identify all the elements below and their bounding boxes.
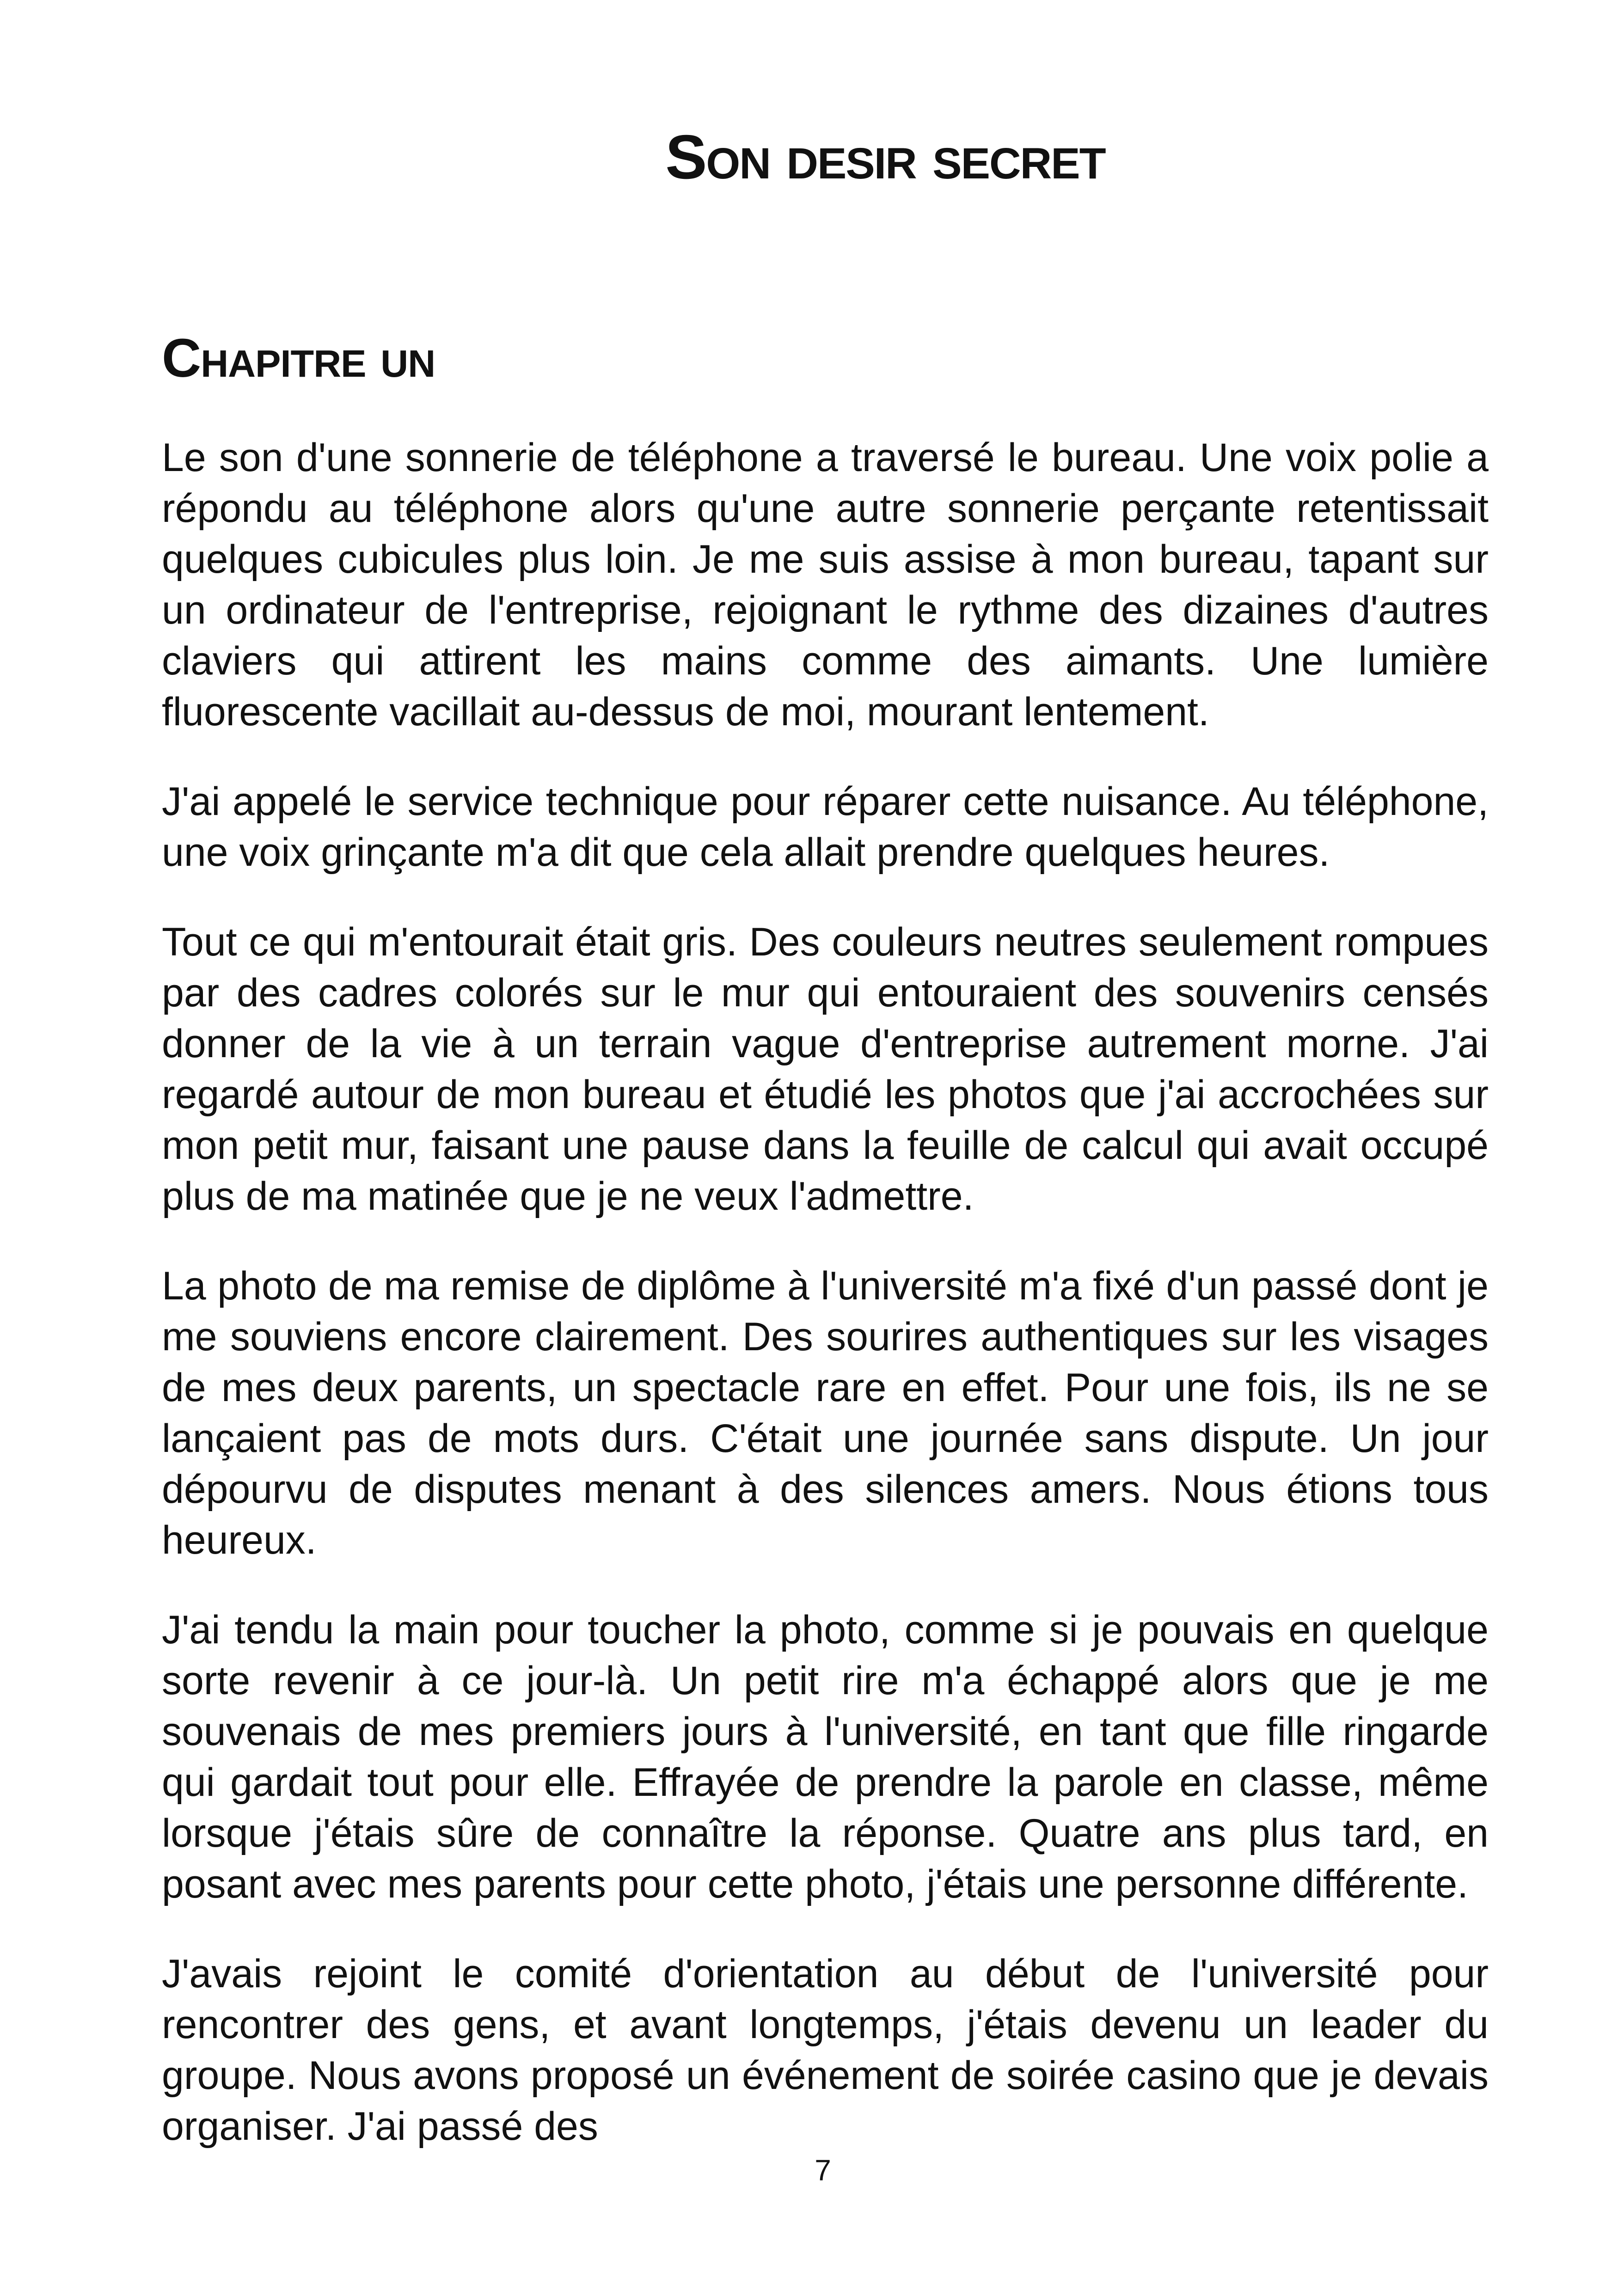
page-number: 7 xyxy=(815,2154,831,2187)
paragraph: J'ai tendu la main pour toucher la photo, comme si je pouvais en quelque sorte revenir à ce jour-là. Un petit rire m'a échappé alors que je me souvenais de mes premiers jours à l'université, en tant que fille ringarde qui gardait tout pour elle. Effrayée de prendre la parole en classe, même lorsque j'étais sûre de connaître la réponse. Quatre ans plus tard, en posant avec mes parents pour cette photo, j'étais une personne différente. xyxy=(162,1608,1489,1906)
paragraph: Le son d'une sonnerie de téléphone a traversé le bureau. Une voix polie a répondu au téléphone alors qu'une autre sonnerie perçante retentissait quelques cubicules plus loin. Je me suis assise à mon bureau, tapant sur un ordinateur de l'entreprise, rejoignant le rythme des dizaines d'autres claviers qui attirent les mains comme des aimants. Une lumière fluorescente vacillait au-dessus de moi, mourant lentement. xyxy=(162,435,1489,734)
paragraph: Tout ce qui m'entourait était gris. Des couleurs neutres seulement rompues par des cadres colorés sur le mur qui entouraient des souvenirs censés donner de la vie à un terrain vague d'entreprise autrement morne. J'ai regardé autour de mon bureau et étudié les photos que j'ai accrochées sur mon petit mur, faisant une pause dans la feuille de calcul qui avait occupé plus de ma matinée que je ne veux l'admettre. xyxy=(162,920,1489,1218)
paragraph: J'ai appelé le service technique pour réparer cette nuisance. Au téléphone, une voix grinçante m'a dit que cela allait prendre quelques heures. xyxy=(162,779,1489,875)
chapter-title: Chapitre un xyxy=(162,328,435,389)
paragraph: J'avais rejoint le comité d'orientation au début de l'université pour rencontrer des gens, et avant longtemps, j'étais devenu un leader du groupe. Nous avons proposé un événement de soirée casino que je devais organiser. J'ai passé des xyxy=(162,1952,1489,2149)
paragraph: La photo de ma remise de diplôme à l'université m'a fixé d'un passé dont je me souviens encore clairement. Des sourires authentiques sur les visages de mes deux parents, un spectacle rare en effet. Pour une fois, ils ne se lançaient pas de mots durs. C'était une journée sans dispute. Un jour dépourvu de disputes menant à des silences amers. Nous étions tous heureux. xyxy=(162,1264,1489,1562)
book-title: Son desir secret xyxy=(665,122,1105,192)
chapter-body xyxy=(162,432,1489,2191)
